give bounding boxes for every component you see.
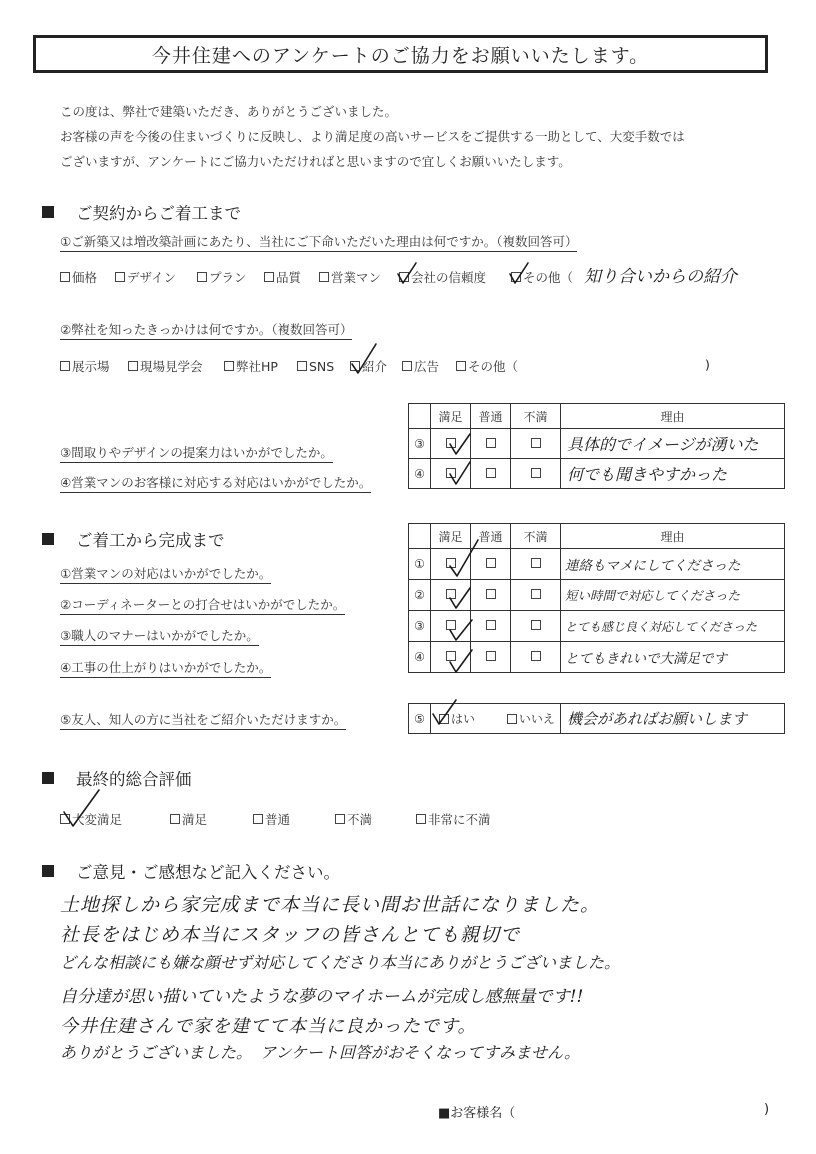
comment-line-1: 土地探しから家完成まで本当に長い間お世話になりました。 [60, 894, 601, 916]
header-reason: 理由 [561, 524, 785, 549]
checkbox-icon[interactable] [319, 272, 329, 282]
intro-line-3: ございますが、アンケートにご協力いただければと思いますので宜しくお願いいたします。 [60, 154, 571, 169]
section4-heading-text: ご意見・ご感想など記入ください。 [76, 863, 340, 882]
checkbox-icon[interactable] [486, 468, 496, 478]
s1-q2-option-site-tour[interactable]: 現場見学会 [128, 357, 224, 375]
s1-q1-option-quality[interactable]: 品質 [264, 268, 319, 286]
checkbox-icon[interactable] [486, 620, 496, 630]
s3-option-very-dissatisfied[interactable]: 非常に不満 [416, 810, 491, 828]
checkbox-icon[interactable] [264, 272, 274, 282]
reason-text: 連絡もマメにしてくださった [565, 558, 741, 574]
s1-q2-option-ad[interactable]: 広告 [402, 357, 456, 375]
s1-q1-option-salesman[interactable]: 営業マン [319, 268, 399, 286]
checkbox-icon[interactable] [446, 589, 456, 599]
reason-text: とてもきれいで大満足です [565, 651, 727, 667]
row-number: ⑤ [409, 704, 431, 734]
checkbox-icon[interactable] [128, 361, 138, 371]
customer-name-close: ) [764, 1102, 770, 1117]
checkbox-icon[interactable] [439, 714, 449, 724]
reason-text: 具体的でイメージが湧いた [567, 435, 759, 454]
section4-heading [42, 859, 340, 883]
s3-option-very-satisfied[interactable]: 大変満足 [60, 810, 170, 828]
checkbox-icon[interactable] [60, 272, 70, 282]
s1-q1-other-answer: 知り合いからの紹介 [584, 267, 737, 287]
s2-q5-question: ⑤友人、知人の方に当社をご紹介いただけますか。 [60, 710, 346, 730]
checkbox-icon[interactable] [531, 438, 541, 448]
bullet-square-icon [42, 865, 54, 877]
s2-q5-table [408, 703, 785, 734]
s2-row-4-question: ④工事の仕上がりはいかがでしたか。 [60, 658, 271, 678]
checkbox-icon[interactable] [511, 272, 521, 282]
s1-q2-option-sns[interactable]: SNS [297, 357, 350, 375]
checkbox-icon[interactable] [456, 361, 466, 371]
row-number: ③ [409, 611, 431, 642]
section2-heading-text: ご着工から完成まで [76, 531, 225, 550]
survey-title [33, 35, 768, 73]
reason-text: 機会があればお願いします [567, 710, 748, 728]
s1-q1-options [60, 268, 581, 286]
checkbox-icon[interactable] [170, 814, 180, 824]
header-dissatisfied: 不満 [511, 404, 561, 429]
s3-option-satisfied[interactable]: 満足 [170, 810, 253, 828]
checkbox-icon[interactable] [446, 620, 456, 630]
s1-rating-table [408, 403, 785, 489]
table-row [409, 459, 785, 489]
table-row [409, 429, 785, 459]
checkbox-icon[interactable] [399, 272, 409, 282]
s3-option-normal[interactable]: 普通 [253, 810, 335, 828]
bullet-square-icon [42, 533, 54, 545]
checkbox-icon[interactable] [531, 558, 541, 568]
comment-line-4: 自分達が思い描いていたような夢のマイホームが完成し感無量です!! [60, 987, 584, 1007]
checkbox-icon[interactable] [446, 438, 456, 448]
checkbox-icon[interactable] [531, 468, 541, 478]
s1-row-2-question: ④営業マンのお客様に対応する対応はいかがでしたか。 [60, 473, 371, 493]
s1-q2-option-other[interactable]: その他（ [456, 357, 526, 375]
s1-q2-option-showroom[interactable]: 展示場 [60, 357, 128, 375]
s2-rating-table [408, 523, 785, 673]
table-row [409, 580, 785, 611]
s1-q2-option-hp[interactable]: 弊社HP [224, 357, 297, 375]
checkbox-icon[interactable] [350, 361, 360, 371]
row-number: ③ [409, 429, 431, 459]
checkbox-icon[interactable] [486, 438, 496, 448]
checkbox-icon[interactable] [297, 361, 307, 371]
checkbox-icon[interactable] [197, 272, 207, 282]
checkbox-icon[interactable] [446, 558, 456, 568]
section3-heading [42, 766, 192, 790]
section1-heading-text: ご契約からご着工まで [76, 204, 241, 223]
header-reason: 理由 [561, 404, 785, 429]
header-normal: 普通 [471, 404, 511, 429]
s1-q2-text: ②弊社を知ったきっかけは何ですか。（複数回答可） [60, 320, 352, 340]
s1-q1-option-plan[interactable]: プラン [197, 268, 264, 286]
s2-row-1-question: ①営業マンの対応はいかがでしたか。 [60, 564, 271, 584]
checkbox-icon[interactable] [60, 814, 70, 824]
checkbox-icon[interactable] [531, 620, 541, 630]
checkbox-icon[interactable] [335, 814, 345, 824]
s3-option-dissatisfied[interactable]: 不満 [335, 810, 416, 828]
row-number: ① [409, 549, 431, 580]
table-row [409, 549, 785, 580]
header-satisfied: 満足 [431, 404, 471, 429]
checkbox-icon[interactable] [402, 361, 412, 371]
checkbox-icon[interactable] [60, 361, 70, 371]
checkbox-icon[interactable] [486, 651, 496, 661]
s3-options [60, 810, 491, 828]
intro-line-2: お客様の声を今後の住まいづくりに反映し、より満足度の高いサービスをご提供する一助として、大変手数では [60, 129, 685, 144]
row-number: ④ [409, 459, 431, 489]
s2-row-3-question: ③職人のマナーはいかがでしたか。 [60, 626, 259, 646]
s1-q1-option-other[interactable]: その他（ [511, 268, 581, 286]
table-row [409, 642, 785, 673]
checkbox-icon[interactable] [115, 272, 125, 282]
comment-line-5: 今井住建さんで家を建てて本当に良かったです。 [60, 1016, 477, 1037]
header-normal: 普通 [471, 524, 511, 549]
bullet-square-icon [42, 206, 54, 218]
section1-heading [42, 200, 241, 224]
checkbox-icon[interactable] [446, 651, 456, 661]
bullet-square-icon [42, 772, 54, 784]
checkbox-icon[interactable] [253, 814, 263, 824]
s1-q1-option-design[interactable]: デザイン [115, 268, 197, 286]
checkbox-icon[interactable] [531, 589, 541, 599]
row-number: ④ [409, 642, 431, 673]
checkbox-icon[interactable] [531, 651, 541, 661]
section2-heading [42, 527, 225, 551]
s2-q5-no[interactable]: いいえ [507, 710, 555, 727]
s1-q2-options [60, 357, 526, 375]
s2-row-2-question: ②コーディネーターとの打合せはいかがでしたか。 [60, 595, 345, 615]
checkbox-icon[interactable] [446, 468, 456, 478]
row-number: ② [409, 580, 431, 611]
comment-line-6: ありがとうございました。 アンケート回答がおそくなってすみません。 [60, 1043, 581, 1062]
section3-heading-text: 最終的総合評価 [76, 770, 192, 789]
s1-row-1-question: ③間取りやデザインの提案力はいかがでしたか。 [60, 443, 333, 463]
survey-title-text: 今井住建へのアンケートのご協力をお願いいたします。 [151, 44, 650, 67]
s1-q2-close-paren: ) [705, 357, 710, 372]
s1-q1-option-trust[interactable]: 会社の信頼度 [399, 268, 511, 286]
comment-line-3: どんな相談にも嫌な顔せず対応してくださり本当にありがとうございました。 [60, 953, 621, 972]
customer-name-label: ■お客様名（ [438, 1106, 516, 1121]
intro-line-1: この度は、弊社で建築いただき、ありがとうございました。 [60, 104, 398, 119]
header-satisfied: 満足 [431, 524, 471, 549]
checkbox-icon[interactable] [224, 361, 234, 371]
table-row [409, 611, 785, 642]
s1-q2-option-referral[interactable]: 紹介 [350, 357, 402, 375]
checkbox-icon[interactable] [416, 814, 426, 824]
s1-q1-option-price[interactable]: 価格 [60, 268, 115, 286]
header-dissatisfied: 不満 [511, 524, 561, 549]
reason-text: 何でも聞きやすかった [567, 465, 728, 484]
reason-text: 短い時間で対応してくださった [565, 588, 741, 603]
comment-line-2: 社長をはじめ本当にスタッフの皆さんとても親切で [60, 924, 521, 946]
s2-q5-yes[interactable]: はい [439, 710, 503, 727]
checkbox-icon[interactable] [486, 589, 496, 599]
checkbox-icon[interactable] [507, 714, 517, 724]
s1-q1-text: ①ご新築又は増改築計画にあたり、当社にご下命いただいた理由は何ですか。（複数回答可） [60, 232, 577, 252]
checkbox-icon[interactable] [486, 558, 496, 568]
reason-text: とても感じ良く対応してくださった [565, 619, 758, 634]
